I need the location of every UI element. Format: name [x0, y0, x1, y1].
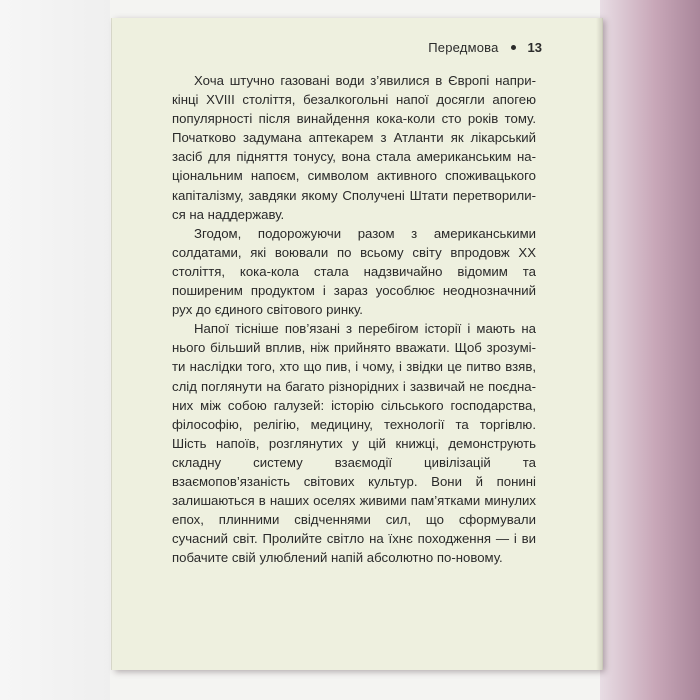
paragraph-2: Згодом, подорожуючи разом з американськими солдатами, які воювали по всьому світу впродовж XX століття, кока-кола стала надзвичайно відомим та поширеним продуктом і зараз уособлює неоднозначний рух до єдиного світового ринку. [172, 225, 536, 318]
bullet-icon [511, 45, 516, 50]
backdrop-right [600, 0, 700, 700]
backdrop-left [0, 0, 110, 700]
running-head [428, 40, 542, 55]
body-text [172, 71, 536, 567]
book-page [112, 18, 602, 670]
paragraph-3: Напої тісніше пов’язані з перебігом історії і мають на нього більший вплив, ніж прийнято вважати. Щоб зрозуміти наслідки того, хто що пив, і чому, і звідки це питво взяв, слід поглянути на багато різнорідних і зазвичай не поєднаних між собою галузей: історію сільського господарства, філософію, релігію, медицину, технології та торгівлю. Шість напоїв, розглянутих у цій книжці, демонструють складну систему взаємодії цивілізацій та взаємопов’язаність світових культур. Вони й понині залишаються в наших оселях живими пам’ятками минулих епох, плинними свідченнями сил, що сформували сучасний світ. Пролийте світло на їхнє походження — і ви побачите свій улюблений напій абсолютно по-новому. [172, 321, 536, 566]
paragraph-1: Хоча штучно газовані води з’явилися в Європі наприкінці XVIII століття, безалкогольні напої досягли апогею популярності після винайдення кока-коли сто років тому. Початково задумана аптекарем з Атланти як лікарський засіб для підняття тонусу, вона стала американським національним напоєм, символом активного споживацького капіталізму, завдяки якому Сполучені Штати перетворилися на наддержаву. [172, 73, 536, 222]
page-number: 13 [527, 40, 542, 55]
section-title: Передмова [428, 40, 499, 55]
